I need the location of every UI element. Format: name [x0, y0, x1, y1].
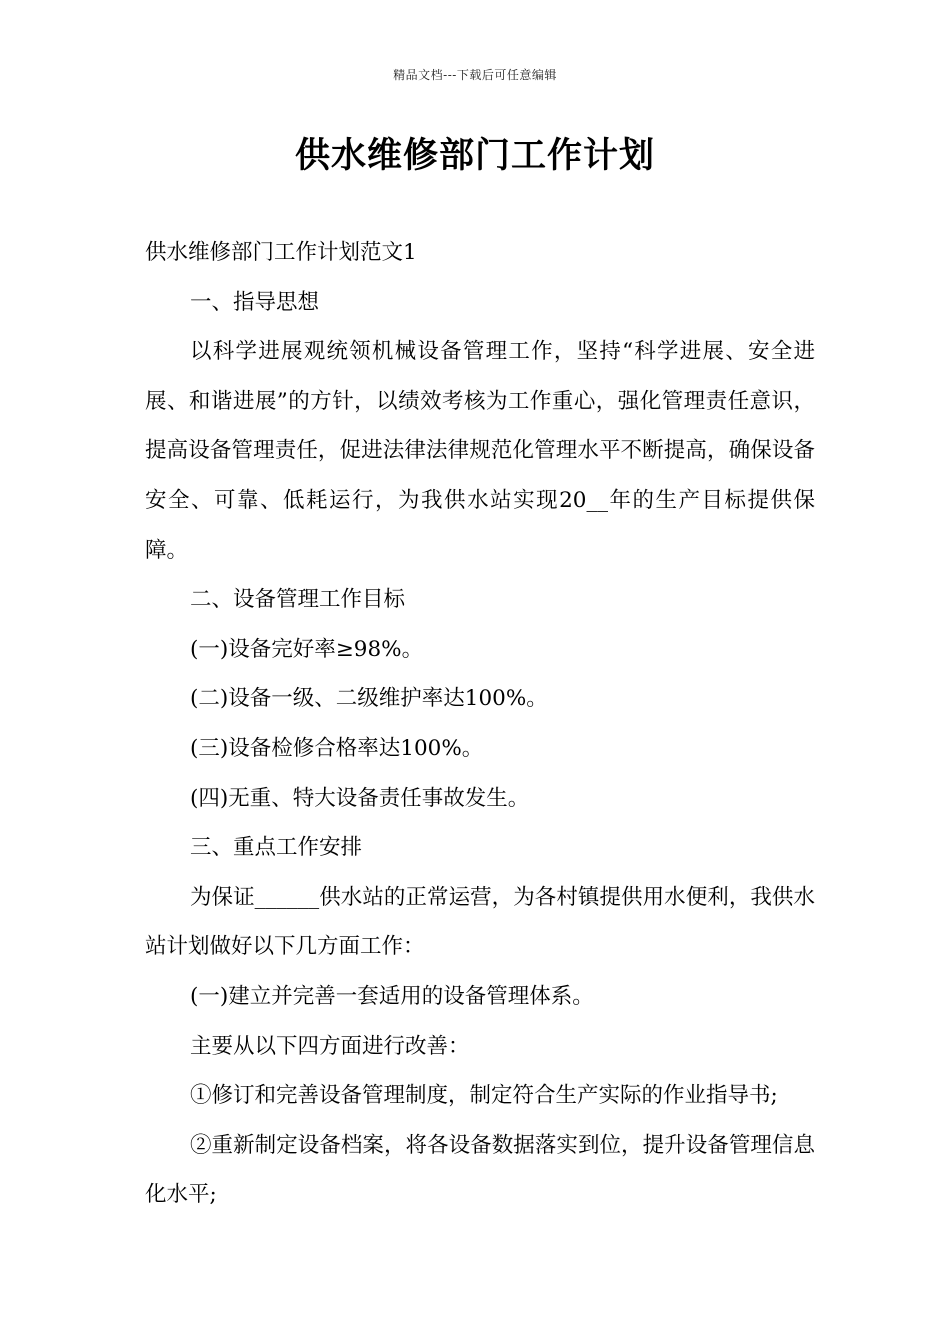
list-item: (四)无重、特大设备责任事故发生。: [190, 785, 530, 811]
list-item: (一)建立并完善一套适用的设备管理体系。: [190, 983, 594, 1009]
paragraph-heading-guiding-ideology: 一、指导思想: [190, 289, 320, 315]
paragraph-section-heading: 供水维修部门工作计划范文1: [145, 240, 417, 265]
paragraph: 主要从以下四方面进行改善：: [190, 1033, 470, 1059]
list-item: (三)设备检修合格率达100%。: [190, 735, 484, 761]
document-title: 供水维修部门工作计划: [294, 136, 655, 176]
list-item: (二)设备一级、二级维护率达100%。: [190, 686, 548, 712]
paragraph-heading-key-work: 三、重点工作安排: [190, 835, 363, 861]
list-item: ①修订和完善设备管理制度，制定符合生产实际的作业指导书;: [190, 1083, 778, 1109]
paragraph: 以科学进展观统领机械设备管理工作，坚持“科学进展、安全进展、和谐进展”的方针，以绩效考核为工作重心，强化管理责任意识，提高设备管理责任，促进法律法律规范化管理水平不断提高，确保设备安全、可靠、低耗运行，为我供水站实现20__年的生产目标提供保障。: [145, 339, 815, 563]
paragraph-heading-goals: 二、设备管理工作目标: [190, 587, 406, 613]
list-item: (一)设备完好率≥98%。: [190, 636, 424, 662]
list-item: ②重新制定设备档案，将各设备数据落实到位，提升设备管理信息化水平;: [145, 1132, 815, 1208]
document-body: [145, 228, 815, 1220]
paragraph: 为保证______供水站的正常运营，为各村镇提供用水便利，我供水站计划做好以下几方面工作：: [145, 884, 815, 960]
header-note: 精品文档---下载后可任意编辑: [393, 68, 557, 82]
